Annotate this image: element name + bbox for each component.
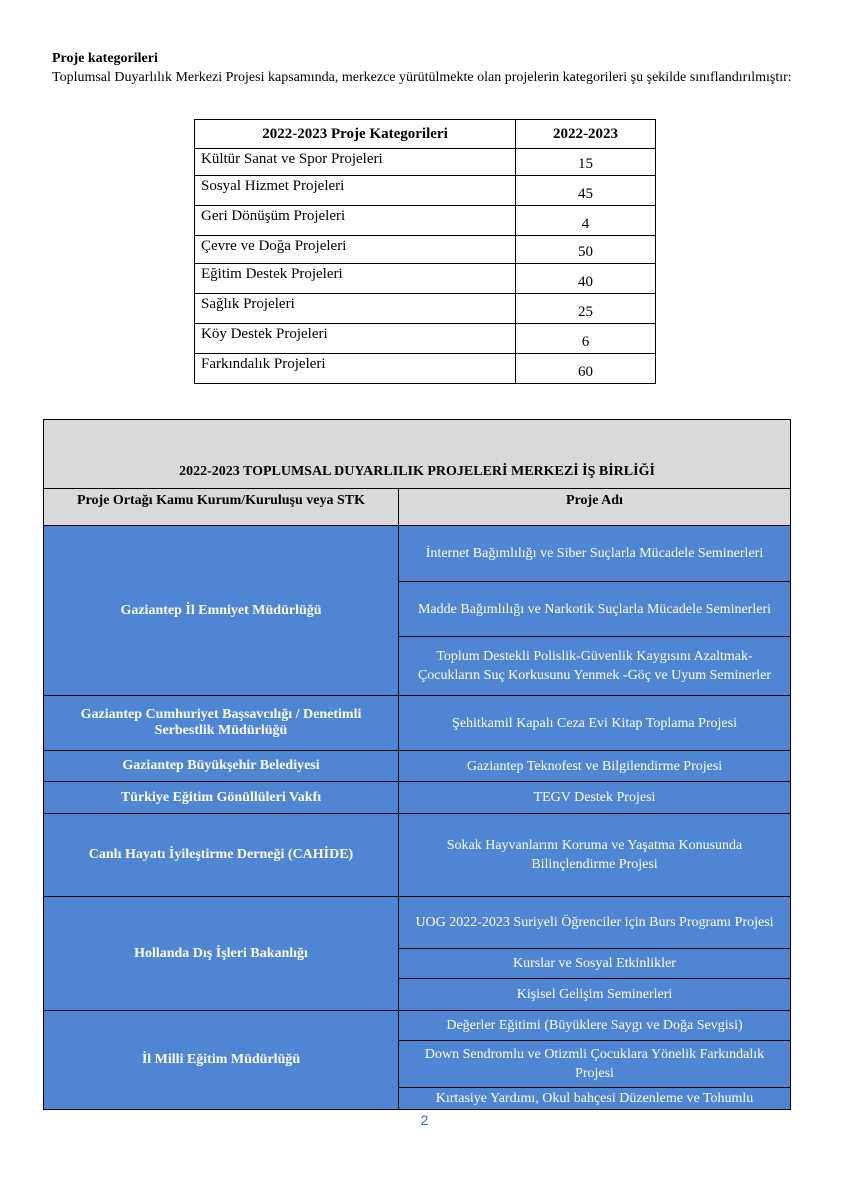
table-row	[195, 354, 656, 384]
page-number: 2	[420, 1112, 429, 1128]
category-value: 60	[516, 354, 656, 384]
project-cell: İnternet Bağımlılığı ve Siber Suçlarla Mücadele Seminerleri	[399, 526, 791, 582]
category-name: Kültür Sanat ve Spor Projeleri	[195, 149, 516, 176]
table-row	[195, 324, 656, 354]
project-cell: Madde Bağımlılığı ve Narkotik Suçlarla Mücadele Seminerleri	[399, 582, 791, 637]
project-cell: Kırtasiye Yardımı, Okul bahçesi Düzenleme ve Tohumlu	[399, 1088, 791, 1110]
table-row	[195, 149, 656, 176]
category-value: 15	[516, 149, 656, 176]
category-name: Farkındalık Projeleri	[195, 354, 516, 384]
year-header: 2022-2023	[516, 120, 656, 149]
project-column-header: Proje Adı	[399, 489, 791, 526]
category-value: 4	[516, 206, 656, 236]
project-cell: Değerler Eğitimi (Büyüklere Saygı ve Doğa Sevgisi)	[399, 1011, 791, 1041]
category-value: 40	[516, 264, 656, 294]
category-value: 45	[516, 176, 656, 206]
table-row	[195, 294, 656, 324]
project-cell: Kurslar ve Sosyal Etkinlikler	[399, 949, 791, 979]
project-cell: Kişisel Gelişim Seminerleri	[399, 979, 791, 1011]
partner-cell: İl Milli Eğitim Müdürlüğü	[44, 1011, 399, 1110]
category-name: Sağlık Projeleri	[195, 294, 516, 324]
table-row	[195, 176, 656, 206]
partner-cell: Türkiye Eğitim Gönüllüleri Vakfı	[44, 782, 399, 814]
category-table	[194, 119, 656, 384]
project-cell: Down Sendromlu ve Otizmli Çocuklara Yönelik Farkındalık Projesi	[399, 1041, 791, 1088]
table-row	[195, 264, 656, 294]
partner-cell: Gaziantep Cumhuriyet Başsavcılığı / Denetimli Serbestlik Müdürlüğü	[44, 696, 399, 751]
partner-column-header: Proje Ortağı Kamu Kurum/Kuruluşu veya STK	[44, 489, 399, 526]
project-cell: TEGV Destek Projesi	[399, 782, 791, 814]
project-cell: Sokak Hayvanlarını Koruma ve Yaşatma Konusunda Bilinçlendirme Projesi	[399, 814, 791, 897]
category-value: 50	[516, 236, 656, 264]
category-header: 2022-2023 Proje Kategorileri	[195, 120, 516, 149]
category-name: Çevre ve Doğa Projeleri	[195, 236, 516, 264]
partner-cell: Gaziantep İl Emniyet Müdürlüğü	[44, 526, 399, 696]
category-name: Sosyal Hizmet Projeleri	[195, 176, 516, 206]
intro-paragraph: Toplumsal Duyarlılık Merkezi Projesi kapsamında, merkezce yürütülmekte olan projelerin kategorileri şu şekilde sınıflandırılmıştır:	[52, 70, 792, 85]
category-value: 25	[516, 294, 656, 324]
project-cell: Gaziantep Teknofest ve Bilgilendirme Projesi	[399, 751, 791, 782]
category-name: Eğitim Destek Projeleri	[195, 264, 516, 294]
cooperation-title: 2022-2023 TOPLUMSAL DUYARLILIK PROJELERİ MERKEZİ İŞ BİRLİĞİ	[44, 420, 791, 489]
category-table-header	[195, 120, 656, 149]
project-cell: Toplum Destekli Polislik-Güvenlik Kaygısını Azaltmak- Çocukların Suç Korkusunu Yenmek -Göç ve Uyum Seminerler	[399, 637, 791, 696]
project-cell: UOG 2022-2023 Suriyeli Öğrenciler için Burs Programı Projesi	[399, 897, 791, 949]
partner-cell: Hollanda Dış İşleri Bakanlığı	[44, 897, 399, 1011]
category-name: Geri Dönüşüm Projeleri	[195, 206, 516, 236]
table-row	[195, 206, 656, 236]
table-row	[195, 236, 656, 264]
category-name: Köy Destek Projeleri	[195, 324, 516, 354]
project-cell: Şehitkamil Kapalı Ceza Evi Kitap Toplama Projesi	[399, 696, 791, 751]
partner-cell: Gaziantep Büyükşehir Belediyesi	[44, 751, 399, 782]
cooperation-table	[43, 419, 791, 1110]
category-value: 6	[516, 324, 656, 354]
section-heading: Proje kategorileri	[52, 51, 158, 66]
partner-cell: Canlı Hayatı İyileştirme Derneği (CAHİDE)	[44, 814, 399, 897]
